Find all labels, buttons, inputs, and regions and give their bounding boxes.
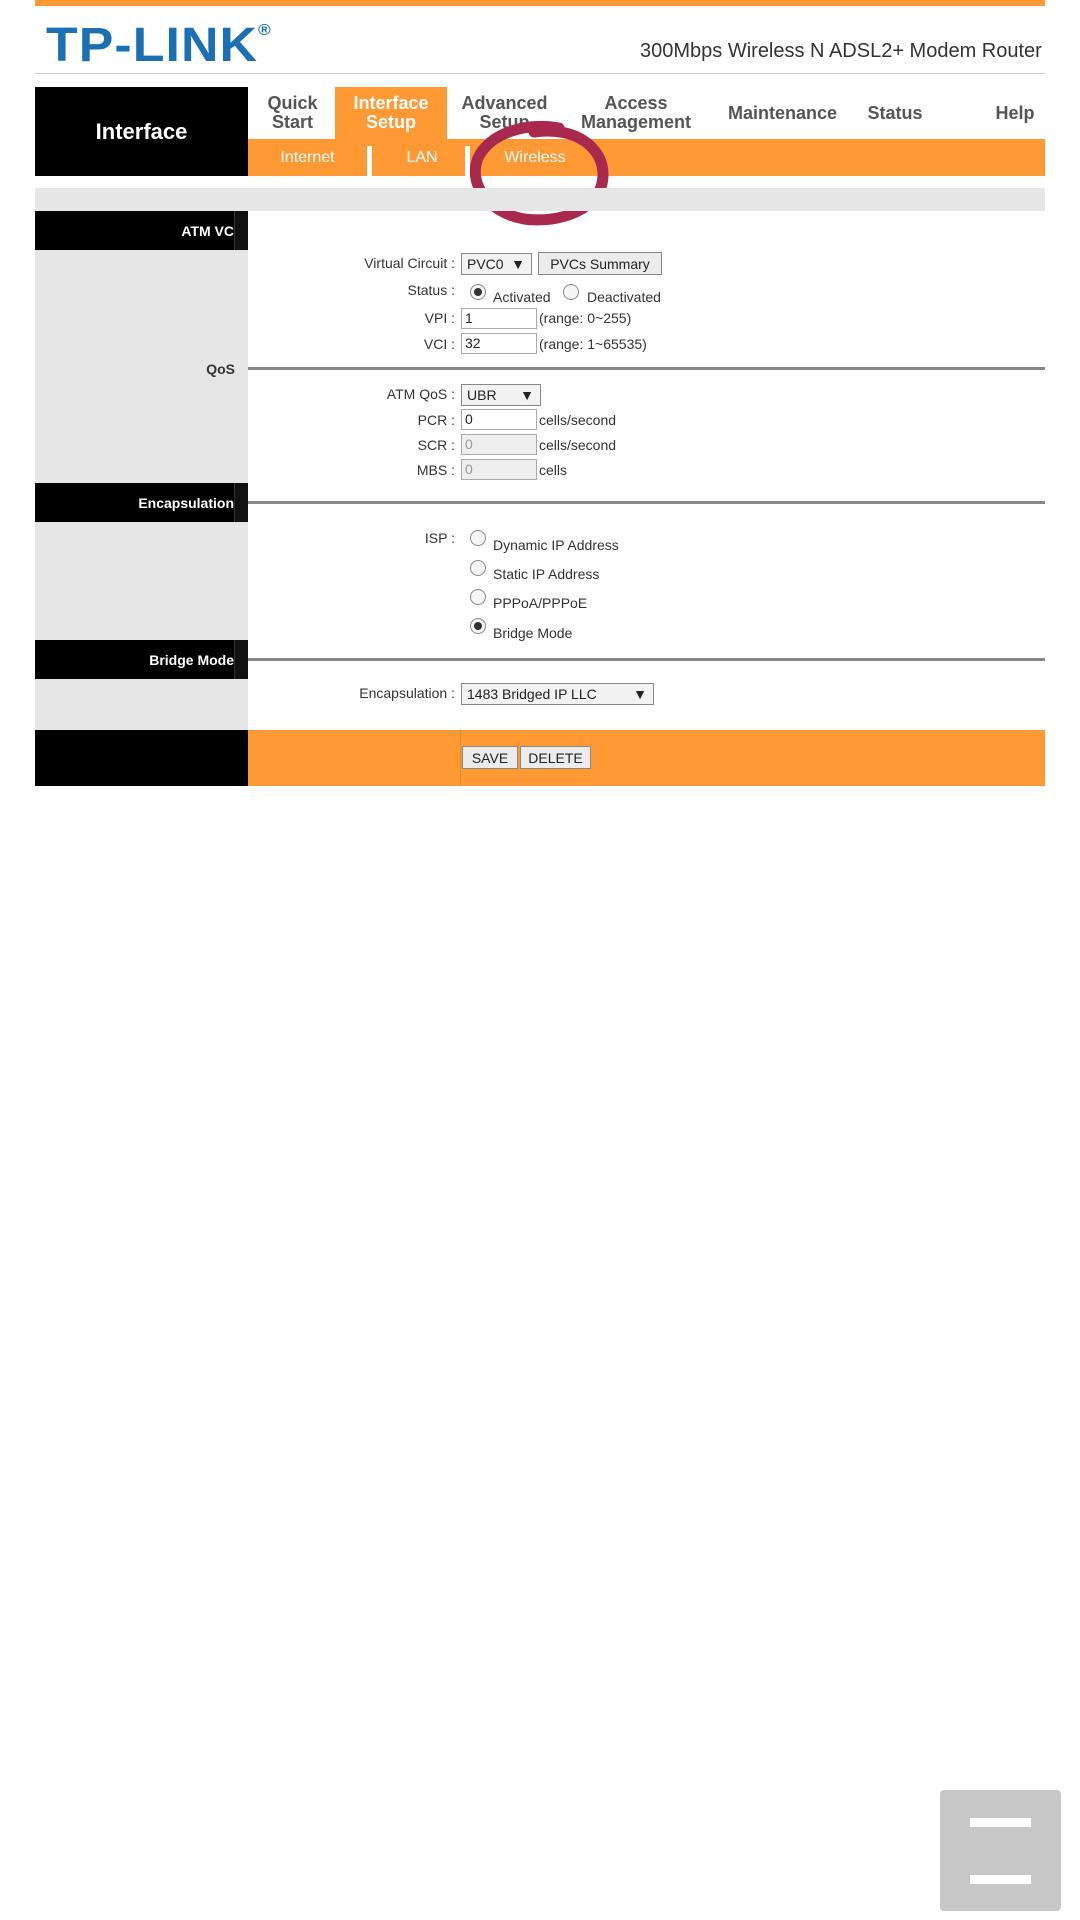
footer-bar	[248, 730, 1045, 786]
isp-pppoa-pppoe-label: PPPoA/PPPoE	[493, 595, 588, 611]
subnav-internet[interactable]: Internet	[280, 148, 335, 166]
nav-tab-maintenance[interactable]: Maintenance	[727, 102, 838, 123]
nav-section-title: Interface	[95, 118, 188, 144]
mbs-unit: cells	[539, 462, 568, 478]
virtual-circuit-select[interactable]: PVC0 ▼	[461, 253, 532, 275]
nav-tab-status[interactable]: Status	[867, 102, 923, 123]
isp-static-ip-label: Static IP Address	[493, 566, 600, 582]
isp-dynamic-ip-label: Dynamic IP Address	[493, 537, 619, 553]
pcr-input[interactable]: 0	[461, 409, 537, 430]
section-encapsulation: Encapsulation	[35, 483, 248, 522]
vci-input[interactable]: 32	[461, 333, 537, 354]
menu-icon-top-bar	[970, 1818, 1031, 1827]
nav-tab-interface-setup[interactable]: Interface Setup	[335, 87, 447, 139]
status-deactivated-label: Deactivated	[587, 289, 661, 305]
menu-icon-bottom-bar	[970, 1875, 1031, 1884]
atm-qos-select[interactable]: UBR ▼	[461, 384, 541, 406]
status-activated-label: Activated	[493, 289, 551, 305]
dropdown-arrow-icon: ▼	[520, 387, 534, 403]
isp-pppoa-pppoe-radio[interactable]	[470, 589, 486, 605]
footer-column-line	[460, 730, 461, 786]
status-deactivated-radio[interactable]	[563, 284, 579, 300]
dropdown-arrow-icon: ▼	[511, 256, 525, 272]
subnav-lan[interactable]: LAN	[406, 148, 438, 166]
vpi-input[interactable]: 1	[461, 308, 537, 329]
vci-range: (range: 1~65535)	[539, 336, 647, 352]
section-atm-vc: ATM VC	[35, 211, 248, 250]
isp-dynamic-ip-radio[interactable]	[470, 530, 486, 546]
delete-button[interactable]: DELETE	[520, 746, 591, 769]
section-qos: QoS	[206, 361, 235, 377]
section-bridge-mode: Bridge Mode	[35, 640, 248, 679]
model-name: 300Mbps Wireless N ADSL2+ Modem Router	[640, 40, 1042, 62]
encapsulation-divider	[248, 501, 1045, 504]
hand-drawn-circle-annotation	[464, 120, 614, 230]
virtual-circuit-label: Virtual Circuit :	[364, 255, 455, 271]
subnav-wireless[interactable]: Wireless	[504, 148, 566, 166]
scr-unit: cells/second	[539, 437, 617, 453]
qos-divider	[248, 367, 1045, 370]
nav-tab-access-management[interactable]: Access Management	[580, 93, 692, 132]
header-divider	[35, 73, 1045, 74]
vpi-label: VPI :	[424, 310, 455, 326]
content-top-band	[35, 188, 1045, 211]
isp-bridge-mode-label: Bridge Mode	[493, 625, 573, 641]
vpi-range: (range: 0~255)	[539, 310, 632, 326]
pvcs-summary-button[interactable]: PVCs Summary	[538, 252, 662, 275]
pcr-unit: cells/second	[539, 412, 617, 428]
mbs-input[interactable]: 0	[461, 459, 537, 480]
nav-tab-quick-start[interactable]: Quick Start	[267, 93, 318, 132]
floating-menu-button[interactable]	[940, 1790, 1061, 1911]
nav-tab-advanced-setup[interactable]: Advanced Setup	[461, 93, 548, 132]
registered-mark: ®	[258, 22, 272, 39]
status-label: Status :	[407, 282, 455, 298]
encapsulation-label: Encapsulation :	[359, 685, 455, 701]
bridge-divider	[248, 658, 1045, 661]
atm-qos-label: ATM QoS :	[386, 386, 455, 402]
isp-static-ip-radio[interactable]	[470, 560, 486, 576]
scr-input[interactable]: 0	[461, 434, 537, 455]
dropdown-arrow-icon: ▼	[633, 686, 647, 702]
pcr-label: PCR :	[417, 412, 455, 428]
mbs-label: MBS :	[416, 462, 455, 478]
save-button[interactable]: SAVE	[462, 746, 518, 769]
nav-tab-help[interactable]: Help	[995, 102, 1035, 123]
vci-label: VCI :	[423, 336, 455, 352]
logo-text: TP-LINK	[46, 19, 259, 72]
footer-left-block	[35, 730, 248, 786]
encapsulation-select[interactable]: 1483 Bridged IP LLC ▼	[461, 683, 654, 705]
status-activated-radio[interactable]	[470, 284, 486, 300]
scr-label: SCR :	[417, 437, 455, 453]
tp-link-logo	[46, 18, 272, 73]
isp-bridge-mode-radio[interactable]	[470, 618, 486, 634]
top-accent-bar	[35, 0, 1045, 6]
isp-label: ISP :	[424, 530, 455, 546]
